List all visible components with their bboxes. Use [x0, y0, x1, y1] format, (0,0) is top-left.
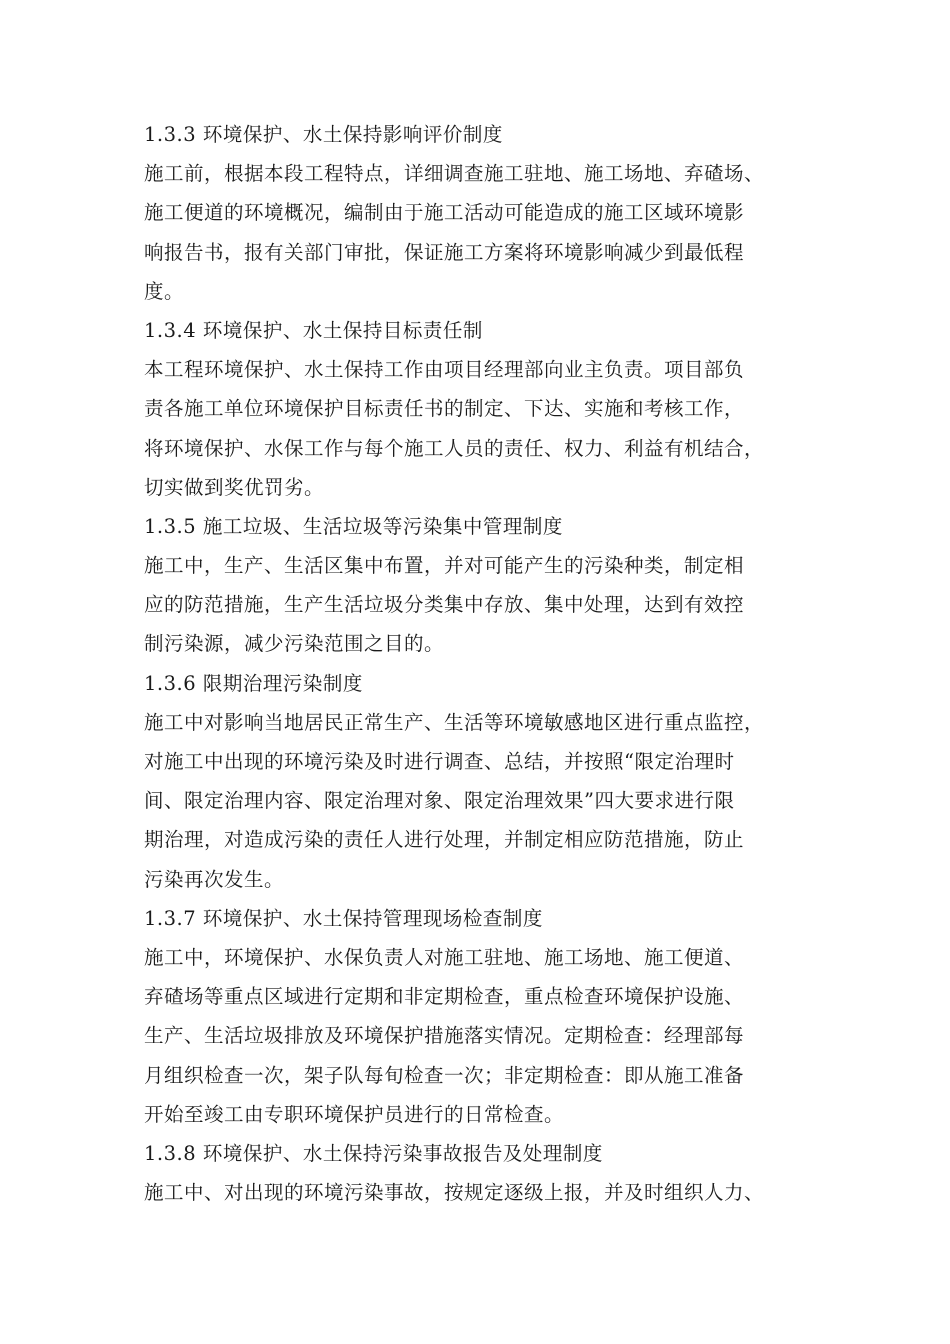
- paragraph-line: 响报告书，报有关部门审批，保证施工方案将环境影响减少到最低程: [144, 240, 745, 264]
- document-body: [144, 115, 814, 1212]
- paragraph-line: 施工中对影响当地居民正常生产、生活等环境敏感地区进行重点监控，: [144, 710, 765, 734]
- paragraph-line: 本工程环境保护、水土保持工作由项目经理部向业主负责。项目部负: [144, 358, 745, 382]
- paragraph-line: 污染再次发生。: [144, 867, 285, 891]
- paragraph-line: 月组织检查一次，架子队每旬检查一次；非定期检查：即从施工准备: [144, 1063, 745, 1087]
- section-heading-1-3-5: 1.3.5 施工垃圾、生活垃圾等污染集中管理制度: [144, 514, 563, 538]
- paragraph-line: 将环境保护、水保工作与每个施工人员的责任、权力、利益有机结合，: [144, 436, 765, 460]
- section-heading-1-3-7: 1.3.7 环境保护、水土保持管理现场检查制度: [144, 906, 543, 930]
- section-heading-1-3-8: 1.3.8 环境保护、水土保持污染事故报告及处理制度: [144, 1141, 603, 1165]
- paragraph-line: 弃碴场等重点区域进行定期和非定期检查，重点检查环境保护设施、: [144, 985, 745, 1009]
- section-heading-1-3-6: 1.3.6 限期治理污染制度: [144, 671, 363, 695]
- paragraph-line: 切实做到奖优罚劣。: [144, 475, 325, 499]
- paragraph-line: 施工中，环境保护、水保负责人对施工驻地、施工场地、施工便道、: [144, 945, 745, 969]
- section-heading-1-3-3: 1.3.3 环境保护、水土保持影响评价制度: [144, 123, 503, 146]
- paragraph-line: 度。: [144, 279, 185, 303]
- paragraph-line: 施工中、对出现的环境污染事故，按规定逐级上报，并及时组织人力、: [144, 1181, 765, 1205]
- paragraph-line: 施工前，根据本段工程特点，详细调查施工驻地、施工场地、弃碴场、: [144, 162, 765, 186]
- paragraph-line: 生产、生活垃圾排放及环境保护措施落实情况。定期检查：经理部每: [144, 1024, 745, 1048]
- paragraph-line: 期治理，对造成污染的责任人进行处理，并制定相应防范措施，防止: [144, 828, 745, 852]
- paragraph-line: 应的防范措施，生产生活垃圾分类集中存放、集中处理，达到有效控: [144, 593, 745, 617]
- paragraph-line: 对施工中出现的环境污染及时进行调查、总结，并按照“限定治理时: [144, 750, 735, 773]
- paragraph-line: 施工便道的环境概况，编制由于施工活动可能造成的施工区域环境影: [144, 201, 745, 225]
- paragraph-line: 责各施工单位环境保护目标责任书的制定、下达、实施和考核工作，: [144, 397, 745, 421]
- paragraph-line: 施工中，生产、生活区集中布置，并对可能产生的污染种类，制定相: [144, 554, 745, 578]
- section-heading-1-3-4: 1.3.4 环境保护、水土保持目标责任制: [144, 318, 483, 342]
- paragraph-line: 开始至竣工由专职环境保护员进行的日常检查。: [144, 1102, 565, 1126]
- paragraph-line: 制污染源，减少污染范围之目的。: [144, 632, 445, 656]
- paragraph-line: 间、限定治理内容、限定治理对象、限定治理效果”四大要求进行限: [144, 789, 735, 813]
